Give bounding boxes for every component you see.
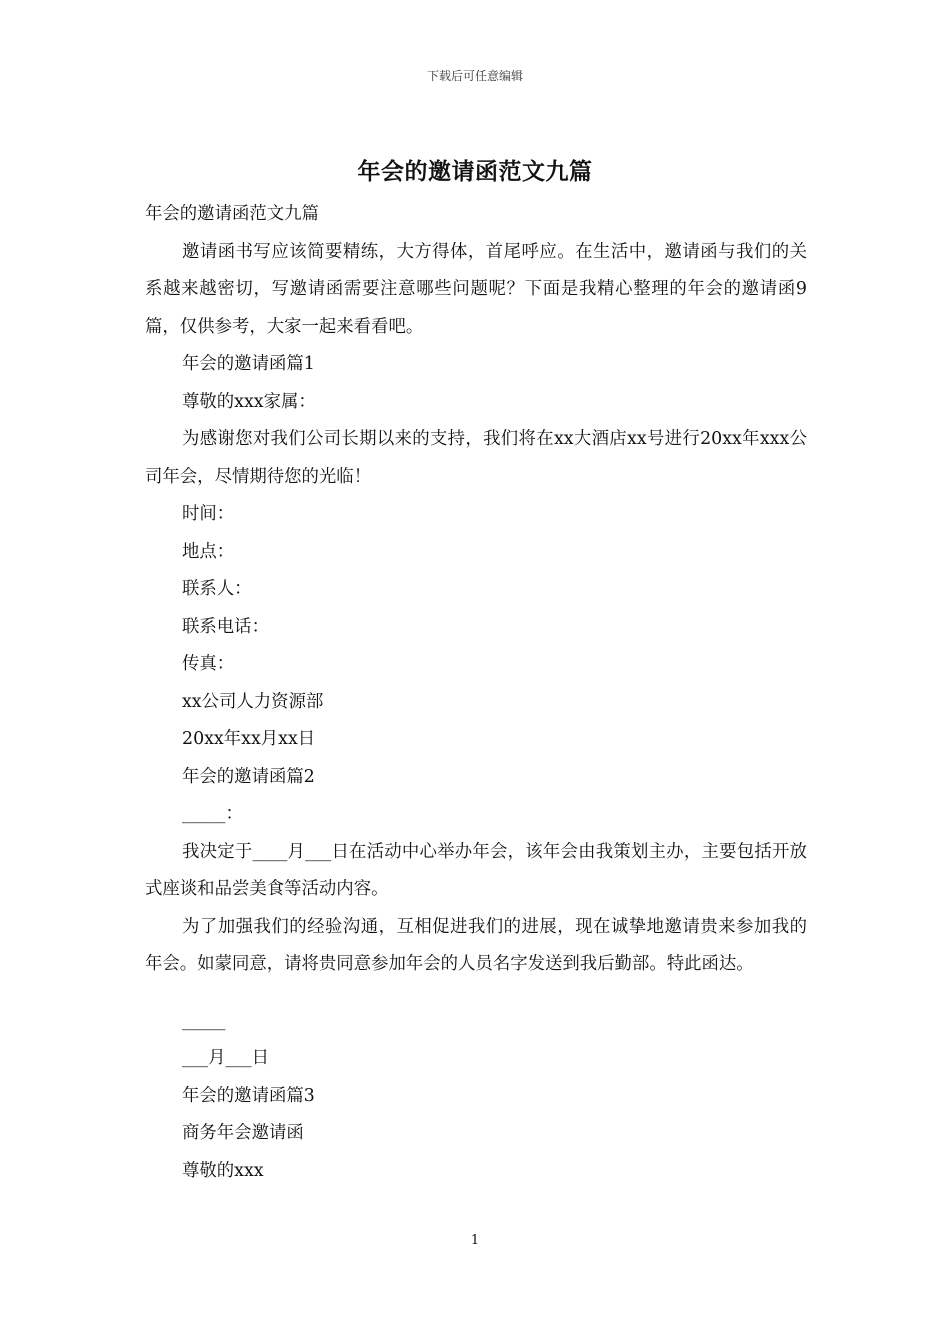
salutation-1: 尊敬的xxx家属： <box>182 391 316 412</box>
blank-space <box>145 984 807 1003</box>
intro-paragraph: 邀请函书写应该简要精练，大方得体，首尾呼应。在生活中，邀请函与我们的关系越来越密切，写邀请函需要注意哪些问题呢？下面是我精心整理的年会的邀请函9篇，仅供参考，大家一起来看看吧。 <box>145 241 807 337</box>
salutation-3: 尊敬的xxx <box>182 1160 264 1181</box>
signature-blank: _____ <box>182 1010 226 1031</box>
section-heading-2: 年会的邀请函篇2 <box>182 766 315 787</box>
page-number: 1 <box>470 1233 480 1248</box>
time-line: 时间： <box>182 504 235 524</box>
salutation-2: _____： <box>182 804 243 824</box>
section-heading-1: 年会的邀请函篇1 <box>182 354 315 374</box>
document-title: 年会的邀请函范文九篇 <box>357 158 593 185</box>
header-note: 下载后可任意编辑 <box>426 69 523 83</box>
contact-line: 联系人： <box>182 579 252 599</box>
subtitle-line: 年会的邀请函范文九篇 <box>145 204 319 224</box>
signature-date: 20xx年xx月xx日 <box>182 729 316 749</box>
signature-org: xx公司人力资源部 <box>182 691 324 712</box>
location-line: 地点： <box>182 541 235 562</box>
date-blank: ___月___日 <box>182 1048 269 1068</box>
body-paragraph-3: 为了加强我们的经验沟通，互相促进我们的进展，现在诚挚地邀请贵来参加我的年会。如蒙同意，请将贵同意参加年会的人员名字发送到我后勤部。特此函达。 <box>145 916 807 974</box>
fax-line: 传真： <box>182 654 235 674</box>
body-paragraph-1: 为感谢您对我们公司长期以来的支持，我们将在xx大酒店xx号进行20xx年xxx公司年会，尽情期待您的光临！ <box>145 429 807 487</box>
body-paragraph-2: 我决定于____月___日在活动中心举办年会，该年会由我策划主办，主要包括开放式座谈和品尝美食等活动内容。 <box>145 841 807 899</box>
section-heading-3: 年会的邀请函篇3 <box>182 1085 315 1106</box>
phone-line: 联系电话： <box>182 616 269 637</box>
letter-title-3: 商务年会邀请函 <box>182 1123 304 1143</box>
document-body <box>145 196 807 1190</box>
